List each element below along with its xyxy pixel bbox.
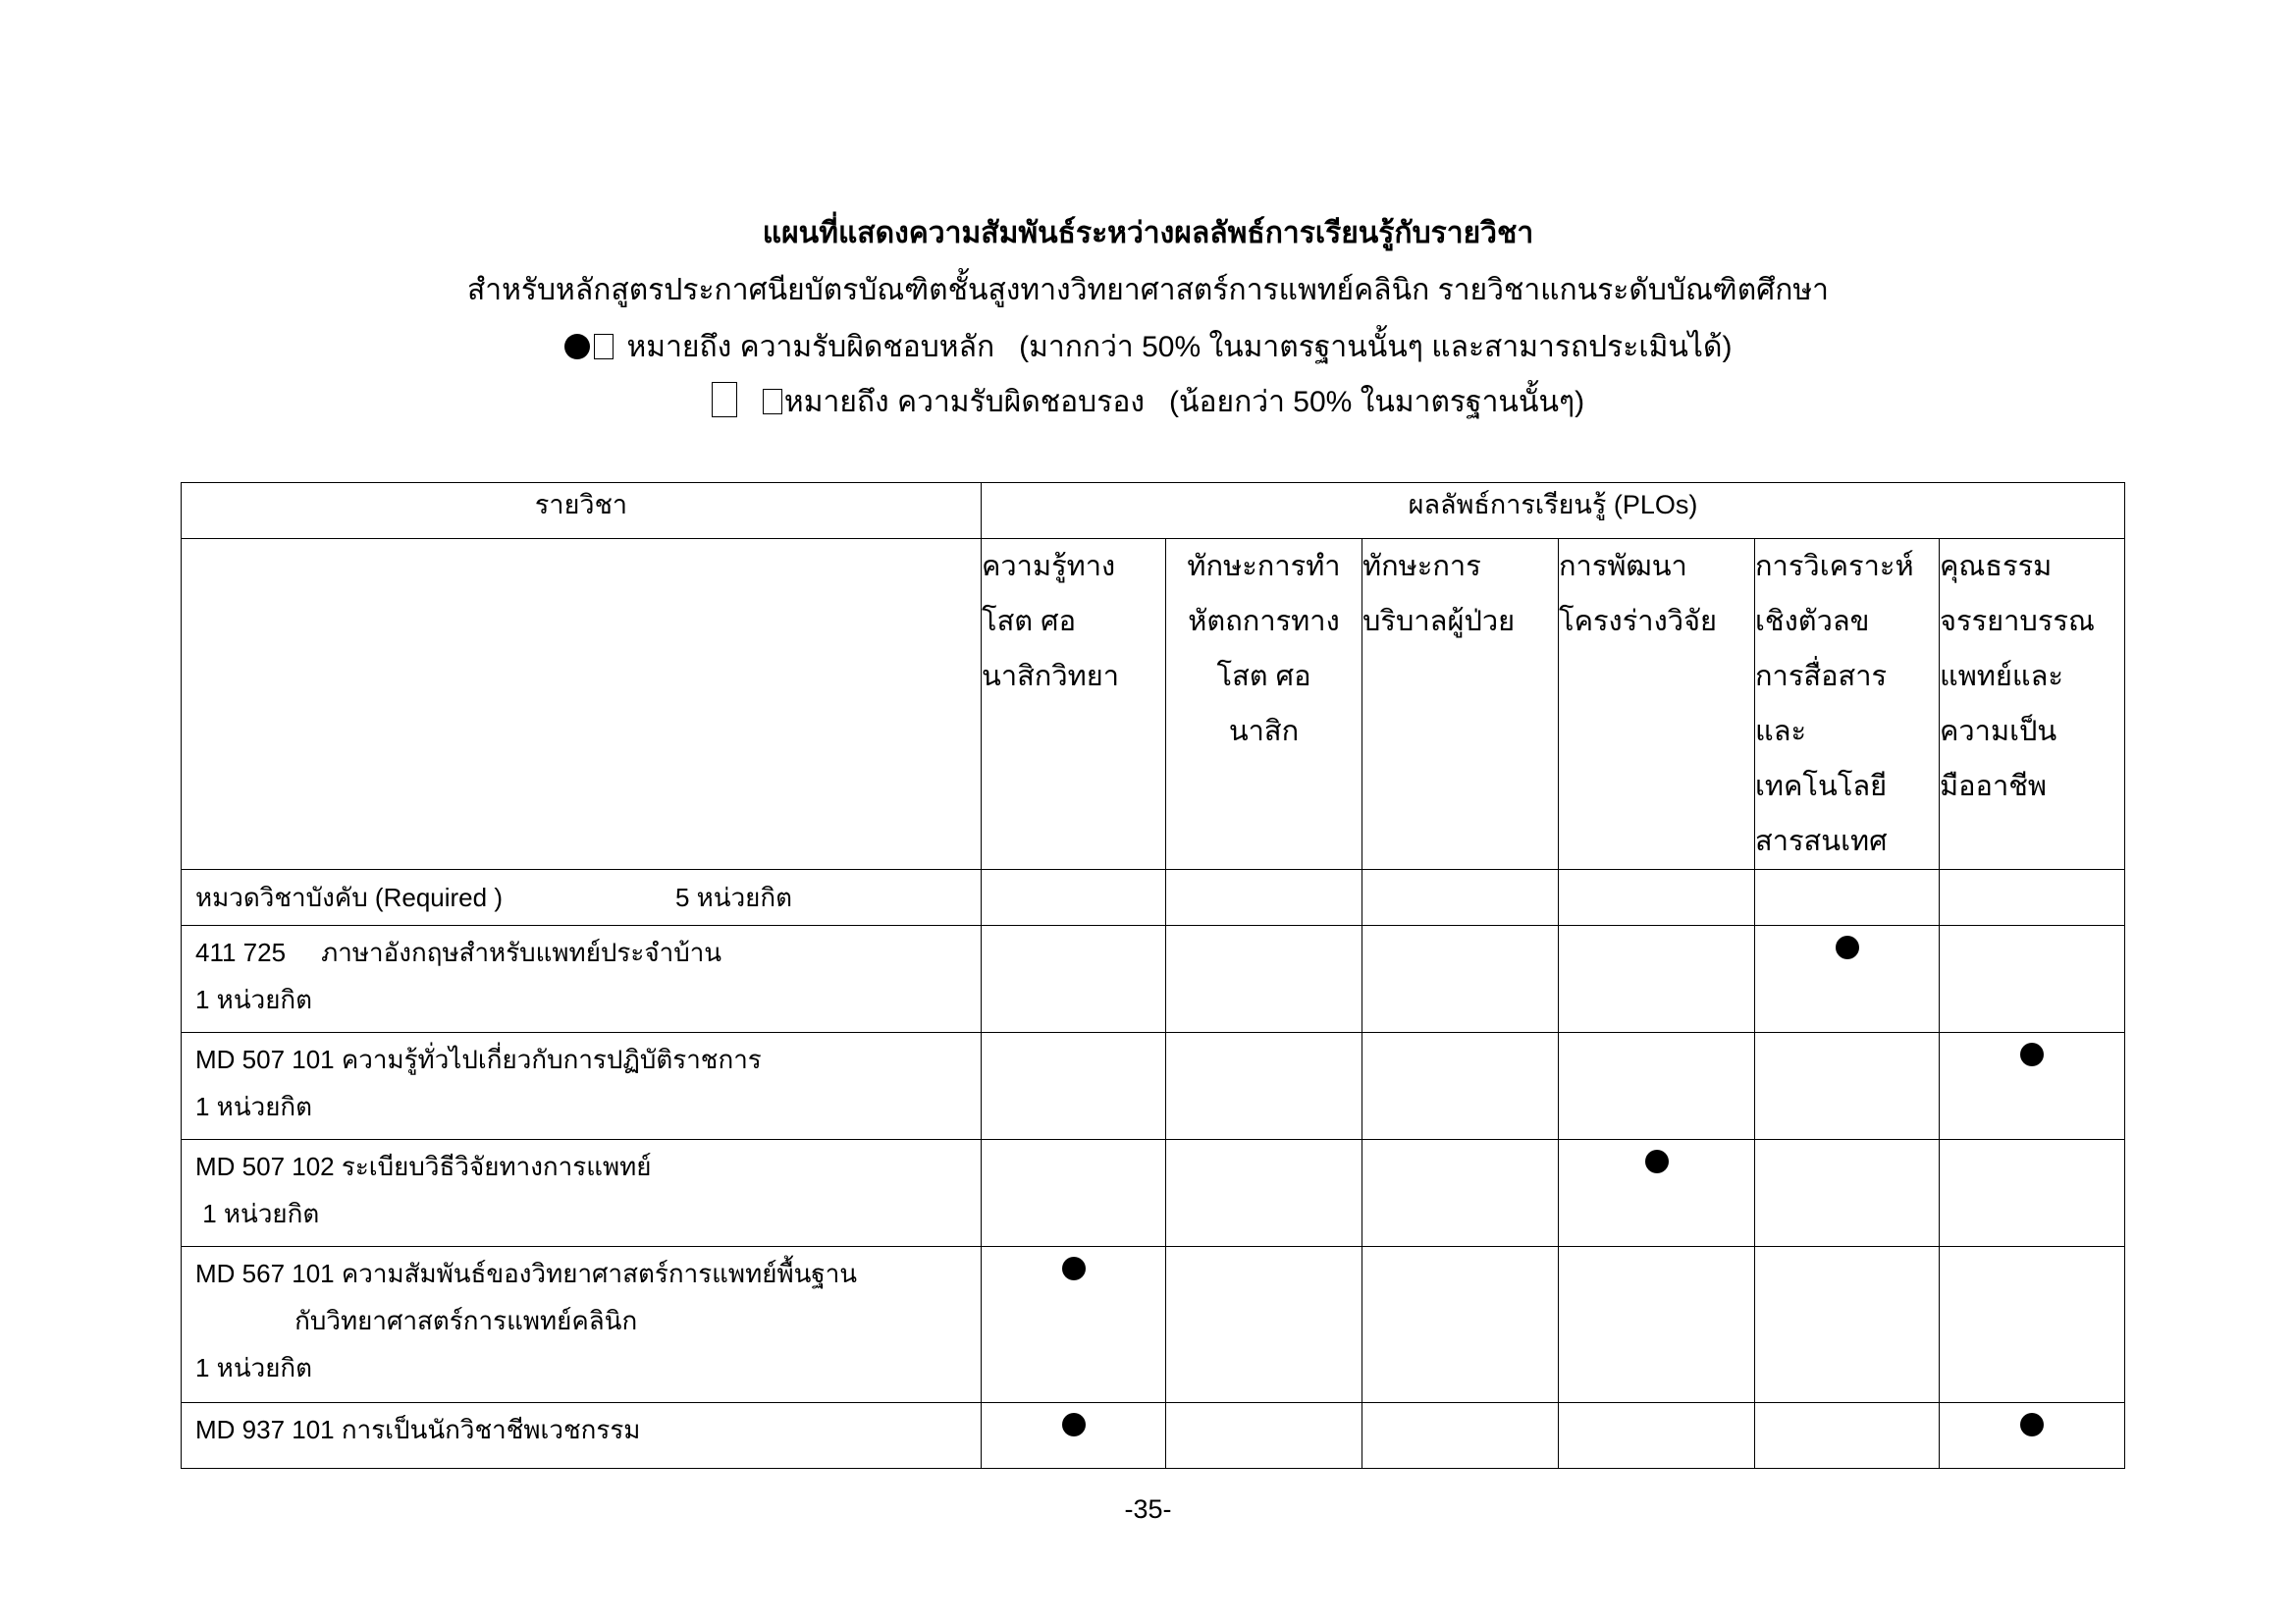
table-row xyxy=(182,1140,2125,1247)
primary-responsibility-dot-icon xyxy=(1836,936,1859,959)
plo-column-header: ผลลัพธ์การเรียนรู้ (PLOs) xyxy=(982,483,2125,539)
legend-primary-text: หมายถึง ความรับผิดชอบหลัก (มากกว่า 50% ในมาตรฐานนั้นๆ และสามารถประเมินได้) xyxy=(626,331,1733,363)
plo-header-cell: คุณธรรม จรรยาบรรณ แพทย์และ ความเป็น มืออาชีพ xyxy=(1940,539,2125,870)
table-row xyxy=(182,926,2125,1033)
course-credit: 1 หน่วยกิต xyxy=(195,1353,313,1382)
plo-mark-cell xyxy=(1362,1403,1559,1469)
course-credit: 1 หน่วยกิต xyxy=(195,985,313,1014)
plo-mark-cell xyxy=(1166,1033,1362,1140)
plo-header-cell: การพัฒนา โครงร่างวิจัย xyxy=(1559,539,1755,870)
category-row-label: หมวดวิชาบังคับ (Required ) 5 หน่วยกิต xyxy=(182,870,982,926)
plo-mark-cell xyxy=(1559,1140,1755,1247)
plo-mark-cell xyxy=(1559,1033,1755,1140)
legend-secondary xyxy=(0,379,2296,425)
table-row xyxy=(182,1033,2125,1140)
course-cell xyxy=(182,1403,982,1469)
plo-mark-cell xyxy=(1559,926,1755,1033)
plo-header-blank xyxy=(182,539,982,870)
plo-mark-cell xyxy=(1940,1140,2125,1247)
plo-mark-cell xyxy=(1940,1033,2125,1140)
course-credit: 1 หน่วยกิต xyxy=(195,1092,313,1121)
course-column-header: รายวิชา xyxy=(182,483,982,539)
category-units: 5 หน่วยกิต xyxy=(674,882,793,912)
plo-mark-cell xyxy=(1755,926,1940,1033)
plo-mark-cell xyxy=(1166,1403,1362,1469)
primary-responsibility-dot-icon xyxy=(2020,1043,2044,1066)
plo-mark-cell xyxy=(982,1033,1166,1140)
empty-square-icon xyxy=(763,389,782,414)
filled-circle-icon xyxy=(564,334,590,359)
plo-mark-cell xyxy=(1940,926,2125,1033)
page-title: แผนที่แสดงความสัมพันธ์ระหว่างผลลัพธ์การเรียนรู้กับรายวิชา xyxy=(762,217,1534,249)
course-title: MD 507 102 ระเบียบวิธีวิจัยทางการแพทย์ xyxy=(195,1152,652,1181)
plo-header-cell: ทักษะการทำ หัตถการทาง โสต ศอ นาสิก xyxy=(1166,539,1362,870)
page-number: -35- xyxy=(1124,1494,1172,1524)
plo-mark-cell xyxy=(1362,1033,1559,1140)
primary-responsibility-dot-icon xyxy=(1062,1257,1086,1280)
plo-mark-cell xyxy=(1755,1033,1940,1140)
course-title: MD 937 101 การเป็นนักวิชาชีพเวชกรรม xyxy=(195,1415,641,1444)
plo-mark-cell xyxy=(1166,1140,1362,1247)
plo-header-cell: การวิเคราะห์ เชิงตัวลข การสื่อสาร และ เทคโนโลยี สารสนเทศ xyxy=(1755,539,1940,870)
plo-mark-cell xyxy=(1940,1403,2125,1469)
course-cell xyxy=(182,1033,982,1140)
legend-secondary-text: หมายถึง ความรับผิดชอบรอง (น้อยกว่า 50% ในมาตรฐานนั้นๆ) xyxy=(783,386,1585,418)
plo-mark-cell xyxy=(1362,926,1559,1033)
plo-mark-cell xyxy=(1940,1247,2125,1403)
empty-square-icon xyxy=(594,334,614,359)
plo-mark-cell xyxy=(1559,1247,1755,1403)
plo-mark-cell xyxy=(982,926,1166,1033)
table-row xyxy=(182,1403,2125,1469)
page-subtitle: สำหรับหลักสูตรประกาศนียบัตรบัณฑิตชั้นสูงทางวิทยาศาสตร์การแพทย์คลินิก รายวิชาแกนระดับบัณฑิตศึกษา xyxy=(466,274,1830,306)
plo-mark-cell xyxy=(1755,1247,1940,1403)
plo-mark-cell xyxy=(1362,1140,1559,1247)
plo-mark-cell xyxy=(1755,1140,1940,1247)
course-title: 411 725 ภาษาอังกฤษสำหรับแพทย์ประจำบ้าน xyxy=(195,938,722,967)
plo-mapping-table xyxy=(181,482,2125,1469)
course-title-continued: กับวิทยาศาสตร์การแพทย์คลินิก xyxy=(195,1306,638,1335)
plo-mark-cell xyxy=(1755,1403,1940,1469)
plo-header-cell: ทักษะการ บริบาลผู้ป่วย xyxy=(1362,539,1559,870)
hollow-circle-icon xyxy=(712,382,737,417)
plo-mark-cell xyxy=(1362,1247,1559,1403)
plo-mark-cell xyxy=(982,1247,1166,1403)
table-row xyxy=(182,1247,2125,1403)
course-cell xyxy=(182,1140,982,1247)
plo-mark-cell xyxy=(982,1140,1166,1247)
plo-mark-cell xyxy=(1166,926,1362,1033)
plo-header-cell: ความรู้ทาง โสต ศอ นาสิกวิทยา xyxy=(982,539,1166,870)
course-cell xyxy=(182,1247,982,1403)
legend-primary xyxy=(0,324,2296,370)
course-title: MD 567 101 ความสัมพันธ์ของวิทยาศาสตร์การแพทย์พื้นฐาน xyxy=(195,1259,858,1288)
course-cell xyxy=(182,926,982,1033)
course-title: MD 507 101 ความรู้ทั่วไปเกี่ยวกับการปฏิบัติราชการ xyxy=(195,1045,762,1074)
plo-mark-cell xyxy=(982,1403,1166,1469)
plo-mark-cell xyxy=(1166,1247,1362,1403)
primary-responsibility-dot-icon xyxy=(1062,1413,1086,1436)
course-credit: 1 หน่วยกิต xyxy=(195,1199,320,1228)
plo-mark-cell xyxy=(1559,1403,1755,1469)
primary-responsibility-dot-icon xyxy=(1645,1150,1669,1173)
primary-responsibility-dot-icon xyxy=(2020,1413,2044,1436)
